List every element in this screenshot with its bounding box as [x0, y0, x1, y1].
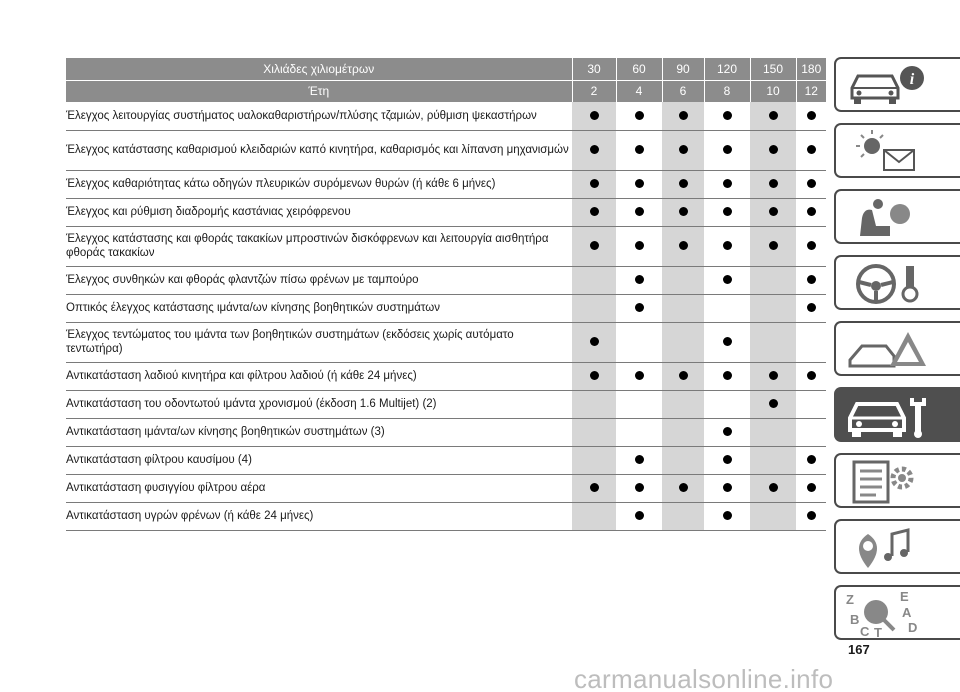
operation-description: Αντικατάσταση λαδιού κινητήρα και φίλτρου λαδιού (ή κάθε 24 μήνες): [66, 362, 572, 390]
interval-cell: [616, 474, 662, 502]
car-maintenance-wrench-icon: [842, 392, 936, 440]
scheduled-dot: [769, 111, 778, 120]
maintenance-schedule-table: [66, 58, 826, 531]
interval-cell: [704, 474, 750, 502]
scheduled-dot: [769, 145, 778, 154]
alphabetical-index-icon: [842, 590, 936, 638]
tab-warning-lights[interactable]: [834, 123, 960, 178]
scheduled-dot: [635, 179, 644, 188]
operation-description: Αντικατάσταση υγρών φρένων (ή κάθε 24 μήνες): [66, 502, 572, 530]
interval-cell: [616, 418, 662, 446]
interval-cell: [572, 102, 616, 130]
scheduled-dot: [635, 241, 644, 250]
scheduled-dot: [590, 207, 599, 216]
km-value: 120: [704, 58, 750, 80]
interval-cell: [662, 322, 704, 362]
interval-cell: [796, 390, 826, 418]
steering-wheel-key-icon: [842, 260, 936, 308]
km-value: 150: [750, 58, 796, 80]
year-value: 4: [616, 80, 662, 102]
scheduled-dot: [807, 207, 816, 216]
table-row: [66, 418, 826, 446]
interval-cell: [616, 322, 662, 362]
scheduled-dot: [679, 179, 688, 188]
scheduled-dot: [590, 145, 599, 154]
scheduled-dot: [679, 111, 688, 120]
interval-cell: [616, 362, 662, 390]
interval-cell: [796, 474, 826, 502]
interval-cell: [662, 446, 704, 474]
scheduled-dot: [769, 207, 778, 216]
year-value: 2: [572, 80, 616, 102]
interval-cell: [750, 266, 796, 294]
interval-cell: [704, 418, 750, 446]
index-letter: D: [908, 620, 918, 635]
scheduled-dot: [807, 179, 816, 188]
interval-cell: [750, 446, 796, 474]
interval-cell: [704, 198, 750, 226]
tab-servicing-maintenance[interactable]: [834, 387, 960, 442]
scheduled-dot: [807, 511, 816, 520]
interval-cell: [796, 198, 826, 226]
interval-cell: [750, 474, 796, 502]
year-value: 6: [662, 80, 704, 102]
table-row: [66, 294, 826, 322]
interval-cell: [796, 322, 826, 362]
interval-cell: [704, 130, 750, 170]
scheduled-dot: [807, 275, 816, 284]
interval-cell: [796, 266, 826, 294]
interval-cell: [572, 226, 616, 266]
scheduled-dot: [635, 511, 644, 520]
scheduled-dot: [635, 111, 644, 120]
operation-description: Έλεγχος συνθηκών και φθοράς φλαντζών πίσω φρένων με ταμπούρο: [66, 266, 572, 294]
km-value: 30: [572, 58, 616, 80]
scheduled-dot: [590, 111, 599, 120]
index-letter: B: [850, 612, 860, 627]
operation-description: Αντικατάσταση φίλτρου καυσίμου (4): [66, 446, 572, 474]
operation-description: Έλεγχος καθαριότητας κάτω οδηγών πλευρικών συρόμενων θυρών (ή κάθε 6 μήνες): [66, 170, 572, 198]
interval-cell: [750, 502, 796, 530]
page-number: 167: [848, 642, 870, 657]
table-row: [66, 390, 826, 418]
scheduled-dot: [679, 145, 688, 154]
scheduled-dot: [590, 483, 599, 492]
table-row: [66, 446, 826, 474]
scheduled-dot: [807, 145, 816, 154]
header-years-row: [66, 80, 826, 102]
interval-cell: [704, 362, 750, 390]
interval-cell: [662, 198, 704, 226]
scheduled-dot: [635, 207, 644, 216]
header-km-row: [66, 58, 826, 80]
scheduled-dot: [807, 483, 816, 492]
interval-cell: [616, 446, 662, 474]
interval-cell: [750, 322, 796, 362]
operation-description: Αντικατάσταση ιμάντα/ων κίνησης βοηθητικών συστημάτων (3): [66, 418, 572, 446]
tab-safety[interactable]: [834, 189, 960, 244]
interval-cell: [750, 226, 796, 266]
scheduled-dot: [635, 371, 644, 380]
scheduled-dot: [635, 303, 644, 312]
interval-cell: [572, 418, 616, 446]
interval-cell: [572, 390, 616, 418]
scheduled-dot: [679, 483, 688, 492]
interval-cell: [704, 390, 750, 418]
interval-cell: [750, 390, 796, 418]
interval-cell: [616, 226, 662, 266]
interval-cell: [572, 322, 616, 362]
scheduled-dot: [807, 111, 816, 120]
interval-cell: [572, 130, 616, 170]
interval-cell: [616, 170, 662, 198]
interval-cell: [796, 446, 826, 474]
scheduled-dot: [723, 455, 732, 464]
scheduled-dot: [635, 145, 644, 154]
interval-cell: [704, 102, 750, 130]
interval-cell: [796, 362, 826, 390]
operation-description: Έλεγχος λειτουργίας συστήματος υαλοκαθαριστήρων/πλύσης τζαμιών, ρύθμιση ψεκαστήρων: [66, 102, 572, 130]
scheduled-dot: [679, 207, 688, 216]
scheduled-dot: [807, 241, 816, 250]
scheduled-dot: [635, 483, 644, 492]
operation-description: Αντικατάσταση του οδοντωτού ιμάντα χρονισμού (έκδοση 1.6 Multijet) (2): [66, 390, 572, 418]
interval-cell: [750, 198, 796, 226]
interval-cell: [704, 170, 750, 198]
scheduled-dot: [723, 207, 732, 216]
interval-cell: [616, 294, 662, 322]
seat-airbag-icon: [842, 194, 936, 242]
scheduled-dot: [769, 241, 778, 250]
table-row: [66, 130, 826, 170]
technical-data-gear-icon: [842, 458, 936, 506]
interval-cell: [616, 102, 662, 130]
scheduled-dot: [723, 483, 732, 492]
tab-technical-data[interactable]: [834, 453, 960, 508]
interval-cell: [572, 502, 616, 530]
interval-cell: [662, 474, 704, 502]
interval-cell: [662, 390, 704, 418]
interval-cell: [796, 102, 826, 130]
watermark: carmanualsonline.info: [574, 664, 834, 692]
interval-cell: [796, 502, 826, 530]
scheduled-dot: [723, 275, 732, 284]
year-value: 10: [750, 80, 796, 102]
interval-cell: [750, 294, 796, 322]
scheduled-dot: [723, 337, 732, 346]
interval-cell: [662, 362, 704, 390]
year-value: 8: [704, 80, 750, 102]
tab-starting-driving[interactable]: [834, 255, 960, 310]
table-row: [66, 102, 826, 130]
table-row: [66, 474, 826, 502]
warning-lights-message-icon: [842, 128, 936, 176]
scheduled-dot: [723, 179, 732, 188]
scheduled-dot: [769, 399, 778, 408]
table-row: [66, 226, 826, 266]
scheduled-dot: [723, 511, 732, 520]
interval-cell: [662, 170, 704, 198]
scheduled-dot: [723, 145, 732, 154]
interval-cell: [662, 102, 704, 130]
scheduled-dot: [723, 371, 732, 380]
operation-description: Έλεγχος και ρύθμιση διαδρομής καστάνιας χειρόφρενου: [66, 198, 572, 226]
interval-cell: [662, 502, 704, 530]
interval-cell: [662, 226, 704, 266]
interval-cell: [704, 446, 750, 474]
interval-cell: [662, 266, 704, 294]
interval-cell: [572, 474, 616, 502]
scheduled-dot: [807, 371, 816, 380]
interval-cell: [750, 102, 796, 130]
interval-cell: [750, 362, 796, 390]
scheduled-dot: [769, 483, 778, 492]
table-row: [66, 198, 826, 226]
interval-cell: [616, 390, 662, 418]
interval-cell: [704, 266, 750, 294]
scheduled-dot: [723, 241, 732, 250]
interval-cell: [704, 226, 750, 266]
index-letter: T: [874, 625, 882, 638]
header-years-label: Έτη: [66, 80, 572, 102]
table-row: [66, 362, 826, 390]
scheduled-dot: [590, 241, 599, 250]
table-row: [66, 266, 826, 294]
year-value: 12: [796, 80, 826, 102]
tab-multimedia[interactable]: [834, 519, 960, 574]
scheduled-dot: [807, 455, 816, 464]
index-letter: E: [900, 590, 909, 604]
interval-cell: [796, 294, 826, 322]
interval-cell: [572, 294, 616, 322]
interval-cell: [572, 446, 616, 474]
scheduled-dot: [635, 455, 644, 464]
interval-cell: [750, 130, 796, 170]
interval-cell: [796, 226, 826, 266]
multimedia-music-icon: [842, 524, 936, 572]
tab-index[interactable]: [834, 585, 960, 640]
scheduled-dot: [679, 241, 688, 250]
interval-cell: [662, 418, 704, 446]
km-value: 180: [796, 58, 826, 80]
car-info-icon: [842, 62, 936, 110]
scheduled-dot: [807, 303, 816, 312]
scheduled-dot: [679, 371, 688, 380]
tab-emergency[interactable]: [834, 321, 960, 376]
scheduled-dot: [590, 337, 599, 346]
interval-cell: [796, 170, 826, 198]
operation-description: Αντικατάσταση φυσιγγίου φίλτρου αέρα: [66, 474, 572, 502]
interval-cell: [572, 362, 616, 390]
scheduled-dot: [723, 111, 732, 120]
index-letter: A: [902, 605, 912, 620]
operation-description: Οπτικός έλεγχος κατάστασης ιμάντα/ων κίνησης βοηθητικών συστημάτων: [66, 294, 572, 322]
index-letter: Z: [846, 592, 854, 607]
emergency-triangle-icon: [842, 326, 936, 374]
scheduled-dot: [635, 275, 644, 284]
operation-description: Έλεγχος τεντώματος του ιμάντα των βοηθητικών συστημάτων (εκδόσεις χωρίς αυτόματο τεντωτήρα): [66, 322, 572, 362]
interval-cell: [572, 266, 616, 294]
interval-cell: [572, 170, 616, 198]
km-value: 90: [662, 58, 704, 80]
scheduled-dot: [590, 179, 599, 188]
interval-cell: [750, 170, 796, 198]
scheduled-dot: [590, 371, 599, 380]
index-letter: C: [860, 624, 870, 638]
interval-cell: [616, 266, 662, 294]
interval-cell: [796, 418, 826, 446]
interval-cell: [616, 130, 662, 170]
header-km-label: Χιλιάδες χιλιομέτρων: [66, 58, 572, 80]
table-row: [66, 170, 826, 198]
km-value: 60: [616, 58, 662, 80]
svg-text:i: i: [909, 71, 915, 88]
operation-description: Έλεγχος κατάστασης και φθοράς τακακίων μπροστινών δισκόφρενων και λειτουργία αισθητήρα φθοράς τακακίων: [66, 226, 572, 266]
interval-cell: [796, 130, 826, 170]
scheduled-dot: [769, 371, 778, 380]
interval-cell: [750, 418, 796, 446]
scheduled-dot: [769, 179, 778, 188]
interval-cell: [704, 294, 750, 322]
table-body: [66, 102, 826, 530]
tab-car-info[interactable]: [834, 57, 960, 112]
interval-cell: [704, 322, 750, 362]
scheduled-dot: [723, 427, 732, 436]
interval-cell: [616, 198, 662, 226]
interval-cell: [704, 502, 750, 530]
operation-description: Έλεγχος κατάστασης καθαρισμού κλειδαριών καπό κινητήρα, καθαρισμός και λίπανση μηχανισμών: [66, 130, 572, 170]
interval-cell: [662, 294, 704, 322]
interval-cell: [662, 130, 704, 170]
interval-cell: [572, 198, 616, 226]
table-row: [66, 502, 826, 530]
interval-cell: [616, 502, 662, 530]
table-row: [66, 322, 826, 362]
